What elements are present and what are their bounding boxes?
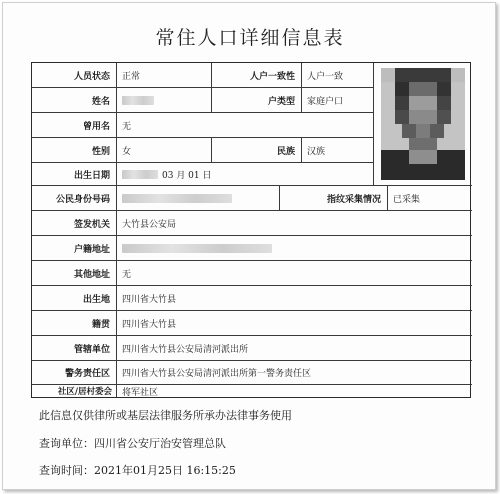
label-household-type: 户类型 bbox=[212, 88, 302, 113]
label-name: 姓名 bbox=[32, 88, 117, 113]
value-status: 正常 bbox=[117, 63, 212, 88]
redaction-block bbox=[122, 170, 158, 179]
value-ethnicity: 汉族 bbox=[302, 138, 374, 163]
info-table bbox=[31, 62, 471, 398]
label-registered-address: 户籍地址 bbox=[32, 236, 117, 261]
label-fingerprint: 指纹采集情况 bbox=[280, 186, 388, 211]
label-birth-date: 出生日期 bbox=[32, 163, 117, 186]
label-ethnicity: 民族 bbox=[212, 138, 302, 163]
value-name-redacted bbox=[117, 88, 212, 113]
value-other-address: 无 bbox=[117, 261, 472, 286]
value-native-place: 四川省大竹县 bbox=[117, 311, 472, 336]
label-community: 社区/居村委会 bbox=[32, 385, 117, 397]
label-birthplace: 出生地 bbox=[32, 286, 117, 311]
value-birth-date bbox=[117, 163, 374, 186]
value-id-number-redacted bbox=[117, 186, 280, 211]
value-fingerprint: 已采集 bbox=[388, 186, 472, 211]
value-community: 将军社区 bbox=[122, 387, 159, 397]
value-birthplace: 四川省大竹县 bbox=[117, 286, 472, 311]
label-id-number: 公民身份号码 bbox=[32, 186, 117, 211]
label-police-area: 警务责任区 bbox=[32, 361, 117, 385]
query-unit: 查询单位：四川省公安厅治安管理总队 bbox=[39, 437, 226, 450]
photo-cell bbox=[374, 63, 472, 186]
pixelated-portrait-icon bbox=[381, 68, 465, 180]
document-title: 常住人口详细信息表 bbox=[155, 27, 345, 49]
value-household-type: 家庭户口 bbox=[302, 88, 374, 113]
redaction-block bbox=[122, 194, 232, 203]
usage-notice: 此信息仅供律所或基层法律服务所承办法律事务使用 bbox=[39, 409, 292, 422]
label-authority: 管辖单位 bbox=[32, 336, 117, 361]
query-time: 查询时间：2021年01月25日 16:15:25 bbox=[39, 464, 236, 477]
label-status: 人员状态 bbox=[32, 63, 117, 88]
value-registered-address-redacted bbox=[117, 236, 472, 261]
portrait-photo-redacted bbox=[381, 68, 465, 180]
value-former-name: 无 bbox=[117, 113, 374, 138]
redaction-block bbox=[122, 244, 272, 253]
label-native-place: 籍贯 bbox=[32, 311, 117, 336]
label-former-name: 曾用名 bbox=[32, 113, 117, 138]
redaction-block bbox=[122, 96, 154, 105]
label-consistency: 人户一致性 bbox=[212, 63, 302, 88]
value-consistency: 人户一致 bbox=[302, 63, 374, 88]
label-other-address: 其他地址 bbox=[32, 261, 117, 286]
birth-month-day: 03 月 01 日 bbox=[162, 170, 212, 181]
label-issuer: 签发机关 bbox=[32, 211, 117, 236]
value-authority: 四川省大竹县公安局清河派出所 bbox=[117, 336, 472, 361]
value-police-area: 四川省大竹县公安局清河派出所第一警务责任区 bbox=[117, 361, 472, 385]
value-issuer: 大竹县公安局 bbox=[117, 211, 472, 236]
document-frame bbox=[2, 2, 496, 490]
label-gender: 性别 bbox=[32, 138, 117, 163]
value-gender: 女 bbox=[117, 138, 212, 163]
